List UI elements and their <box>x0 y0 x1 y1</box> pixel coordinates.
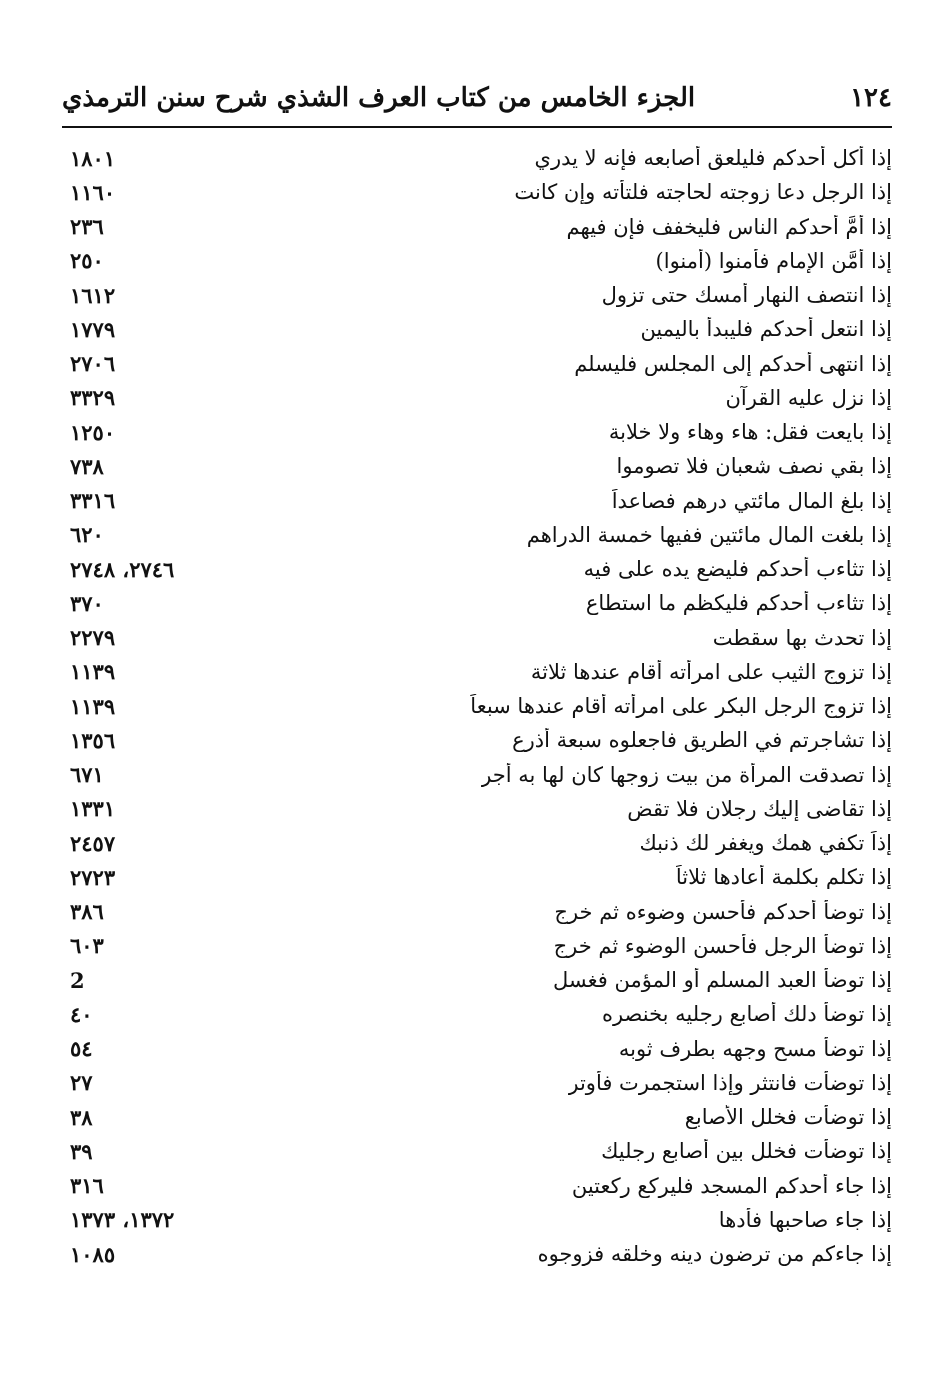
dot-leader <box>121 627 707 649</box>
index-entry <box>70 758 892 792</box>
dot-leader <box>121 661 525 683</box>
index-list <box>70 141 892 1271</box>
dot-leader <box>110 764 475 786</box>
entry-text: إذا بلغت المال مائتين ففيها خمسة الدراهم <box>526 522 892 547</box>
index-entry <box>70 347 892 381</box>
entry-page-number: ٦٧١ <box>70 762 104 788</box>
entry-text: إذا نزل عليه القرآن <box>725 385 892 410</box>
dot-leader <box>91 969 547 991</box>
index-entry <box>70 689 892 723</box>
index-entry <box>70 1066 892 1100</box>
entry-text: إذا توضأت فخلل بين أصابع رجليك <box>601 1139 892 1164</box>
entry-text: إذا تكلم بكلمة أعادها ثلاثاً <box>675 865 892 890</box>
entry-page-number: ٣٧٠ <box>70 590 104 616</box>
dot-leader <box>121 353 568 375</box>
entry-text: إذا تثاءب أحدكم فليكظم ما استطاع <box>585 591 892 616</box>
dot-leader <box>110 455 611 477</box>
index-entry <box>70 586 892 620</box>
entry-text: إذا بلغ المال مائتي درهم فصاعداً <box>611 488 892 513</box>
entry-text: إذاً تكفي همك ويغفر لك ذنبك <box>639 831 892 856</box>
entry-text: إذا توضأ أحدكم فأحسن وضوءه ثم خرج <box>554 899 892 924</box>
index-entry <box>70 175 892 209</box>
entry-page-number: ٢٢٧٩ <box>70 625 116 651</box>
entry-page-number: ٦٢٠ <box>70 522 104 548</box>
entry-page-number: ٢٧٤٦، ٢٧٤٨ <box>70 556 175 582</box>
dot-leader <box>121 798 621 820</box>
index-entry <box>70 381 892 415</box>
entry-text: إذا توضأت فانتثر وإذا استجمرت فأوتر <box>568 1070 892 1095</box>
entry-page-number: ٥٤ <box>70 1036 93 1062</box>
entry-text: إذا انتهى أحدكم إلى المجلس فليسلم <box>574 351 892 376</box>
dot-leader <box>110 901 549 923</box>
entry-page-number: ٧٣٨ <box>70 453 104 479</box>
dot-leader <box>121 284 596 306</box>
entry-text: إذا تثاءب أحدكم فليضع يده على فيه <box>583 557 892 582</box>
index-entry <box>70 415 892 449</box>
entry-page-number: ٢٣٦ <box>70 214 104 240</box>
entry-page-number: ٢٧٢٣ <box>70 864 116 890</box>
header-divider <box>62 126 892 128</box>
dot-leader <box>99 1038 613 1060</box>
entry-page-number: ١٠٨٥ <box>70 1241 116 1267</box>
index-entry <box>70 723 892 757</box>
dot-leader <box>121 729 506 751</box>
entry-page-number: ٤٠ <box>70 1001 93 1027</box>
index-entry <box>70 210 892 244</box>
entry-page-number: ١١٦٠ <box>70 179 116 205</box>
entry-text: إذا جاءكم من ترضون دينه وخلقه فزوجوه <box>537 1242 892 1267</box>
index-entry <box>70 792 892 826</box>
dot-leader <box>180 1209 712 1231</box>
index-entry <box>70 1169 892 1203</box>
dot-leader <box>110 216 561 238</box>
dot-leader <box>99 1106 679 1128</box>
entry-text: إذا انتصف النهار أمسك حتى تزول <box>601 283 892 308</box>
entry-text: إذا الرجل دعا زوجته لحاجته فلتأته وإن كانت <box>514 180 892 205</box>
entry-text: إذا تحدث بها سقطت <box>712 625 892 650</box>
entry-page-number: ١١٣٩ <box>70 659 116 685</box>
index-entry <box>70 963 892 997</box>
entry-text: إذا توضأ مسح وجهه بطرف ثوبه <box>618 1036 892 1061</box>
index-entry <box>70 1203 892 1237</box>
page-header <box>62 78 892 118</box>
entry-page-number: ١٣٧٢، ١٣٧٣ <box>70 1207 175 1233</box>
dot-leader <box>121 832 633 854</box>
index-entry <box>70 484 892 518</box>
entry-text: إذا توضأ العبد المسلم أو المؤمن فغسل <box>553 968 892 993</box>
dot-leader <box>121 147 528 169</box>
entry-page-number: ٣٨ <box>70 1104 93 1130</box>
entry-text: إذا جاء أحدكم المسجد فليركع ركعتين <box>571 1173 892 1198</box>
entry-text: إذا جاء صاحبها فأدها <box>718 1207 892 1232</box>
index-entry <box>70 860 892 894</box>
entry-text: إذا تزوج الثيب على امرأته أقام عندها ثلاثة <box>530 659 892 684</box>
entry-text: إذا أكل أحدكم فليلعق أصابعه فإنه لا يدري <box>534 146 892 171</box>
dot-leader <box>110 592 580 614</box>
index-entry <box>70 552 892 586</box>
index-entry <box>70 518 892 552</box>
entry-page-number: ٢٥٠ <box>70 248 104 274</box>
entry-page-number: ١٣٣١ <box>70 796 116 822</box>
index-entry <box>70 621 892 655</box>
dot-leader <box>121 318 634 340</box>
entry-page-number: ٣٩ <box>70 1138 93 1164</box>
dot-leader <box>110 935 548 957</box>
dot-leader <box>121 490 606 512</box>
index-entry <box>70 997 892 1031</box>
entry-text: إذا بايعت فقل: هاء وهاء ولا خلابة <box>608 420 892 445</box>
entry-text: إذا انتعل أحدكم فليبدأ باليمين <box>640 317 892 342</box>
entry-page-number: ٣٣٢٩ <box>70 385 116 411</box>
entry-text: إذا تصدقت المرأة من بيت زوجها كان لها به أجر <box>481 762 892 787</box>
index-entry <box>70 1134 892 1168</box>
page-number: ١٢٤ <box>850 83 892 113</box>
index-entry <box>70 1237 892 1271</box>
index-entry <box>70 141 892 175</box>
dot-leader <box>121 1243 531 1265</box>
index-entry <box>70 449 892 483</box>
running-title: الجزء الخامس من كتاب العرف الشذي شرح سنن الترمذي <box>62 83 696 113</box>
entry-page-number: ١٣٥٦ <box>70 727 116 753</box>
entry-page-number: ٢٧٠٦ <box>70 351 116 377</box>
entry-page-number: ٢٧ <box>70 1070 93 1096</box>
entry-text: إذا تشاجرتم في الطريق فاجعلوه سبعة أذرع <box>512 728 892 753</box>
index-entry <box>70 895 892 929</box>
index-entry <box>70 929 892 963</box>
index-entry <box>70 1100 892 1134</box>
entry-page-number: ١٨٠١ <box>70 145 116 171</box>
entry-text: إذا بقي نصف شعبان فلا تصوموا <box>616 454 892 479</box>
entry-page-number: ١٧٧٩ <box>70 316 116 342</box>
entry-text: إذا تقاضى إليك رجلان فلا تقض <box>627 796 892 821</box>
index-entry <box>70 826 892 860</box>
entry-page-number: ٣٣١٦ <box>70 488 116 514</box>
dot-leader <box>110 524 521 546</box>
dot-leader <box>99 1140 596 1162</box>
dot-leader <box>180 558 577 580</box>
dot-leader <box>121 181 508 203</box>
dot-leader <box>110 250 650 272</box>
index-entry <box>70 278 892 312</box>
entry-page-number: ٣١٦ <box>70 1173 104 1199</box>
entry-page-number: ١١٣٩ <box>70 693 116 719</box>
entry-text: إذا تزوج الرجل البكر على امرأته أقام عندها سبعاً <box>470 694 892 719</box>
entry-text: إذا توضأ دلك أصابع رجليه بخنصره <box>601 1002 892 1027</box>
entry-text: إذا توضأت فخلل الأصابع <box>684 1105 892 1130</box>
dot-leader <box>121 866 670 888</box>
dot-leader <box>121 421 603 443</box>
entry-page-number: ٦٠٣ <box>70 933 104 959</box>
index-entry <box>70 1032 892 1066</box>
dot-leader <box>121 387 719 409</box>
entry-page-number: ١٢٥٠ <box>70 419 116 445</box>
entry-page-number: ٢٤٥٧ <box>70 830 116 856</box>
entry-text: إذا توضأ الرجل فأحسن الوضوء ثم خرج <box>553 933 892 958</box>
dot-leader <box>110 1175 566 1197</box>
index-entry <box>70 312 892 346</box>
entry-text: إذا أَمَّن الإمام فأمنوا (أمنوا) <box>655 248 892 273</box>
dot-leader <box>99 1003 596 1025</box>
index-entry <box>70 655 892 689</box>
entry-page-number: ١٦١٢ <box>70 282 116 308</box>
dot-leader <box>99 1072 563 1094</box>
index-entry <box>70 244 892 278</box>
entry-page-number: 2 <box>70 967 85 993</box>
dot-leader <box>121 695 464 717</box>
entry-text: إذا أَمَّ أحدكم الناس فليخفف فإن فيهم <box>566 214 892 239</box>
entry-page-number: ٣٨٦ <box>70 899 104 925</box>
